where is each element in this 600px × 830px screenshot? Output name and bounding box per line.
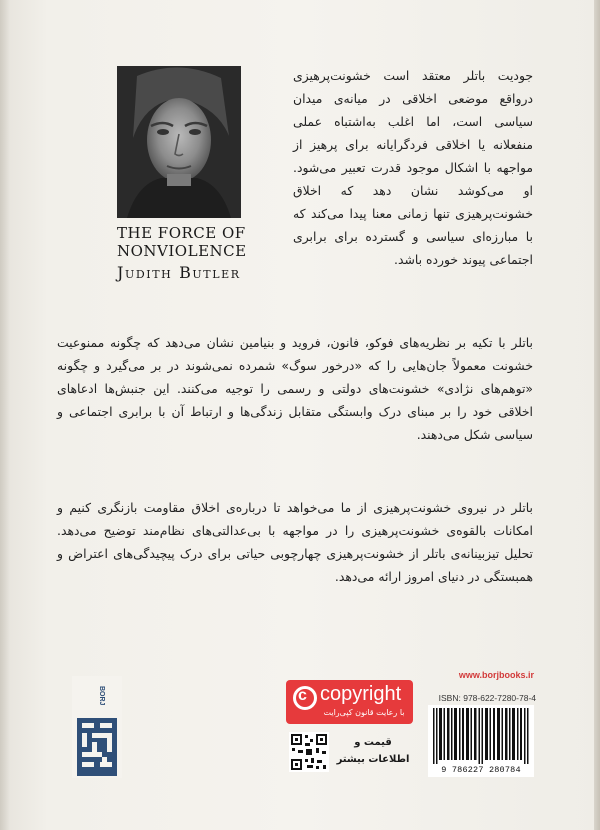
- copyright-subtitle: با رعایت قانون کپی‌رایت: [323, 708, 405, 717]
- price-info: [332, 734, 414, 768]
- spine-shadow: [0, 0, 10, 830]
- qr-code-icon[interactable]: [289, 732, 329, 772]
- copyright-label: copyright: [320, 683, 402, 705]
- description-paragraph-3: باتلر در نیروی خشونت‌پرهیزی از ما می‌خواهد تا درباره‌ی اخلاق مقاومت بازنگری کنیم و امکانات بالقوه‌ی خشونت‌پرهیزی را در مواجهه با بی‌عدالتی‌های نظام‌مند توضیح می‌دهد. تحلیل تیزبینانه‌ی باتلر از خشونت‌پرهیزی چهارچوبی حیاتی برای درک پیچیدگی‌های اعتراض و همبستگی در دنیای امروز ارائه می‌دهد.: [57, 500, 533, 584]
- book-author: Judith Butler: [117, 263, 241, 282]
- book-title-line1: THE FORCE OF: [117, 224, 246, 242]
- book-title-block: [117, 224, 277, 285]
- isbn-barcode-icon: [428, 705, 534, 765]
- description-paragraph-2: باتلر با تکیه بر نظریه‌های فوکو، فانون، فروید و بنیامین نشان می‌دهد که چگونه ممنوعیت خشونت معمولاً جان‌هایی را که «درخور سوگ» شمرده نمی‌شوند در بر می‌گیرد و چگونه «توهم‌های نژادی» خشونت‌های دولتی و رسمی را توجیه می‌کنند. این جنبش‌ها ادعاهای اخلاقی خود را بر مبنای درک وابستگی متقابل زندگی‌ها و ارتباط آن با برابری اجتماعی و سیاسی شکل می‌دهند.: [57, 335, 533, 442]
- isbn-label: ISBN: 978-622-7280-78-4: [438, 693, 536, 703]
- price-info-line1: قیمت و: [354, 737, 392, 748]
- copyright-symbol: c: [298, 687, 307, 704]
- description-paragraph-1: جودیت باتلر معتقد است خشونت‌پرهیزی درواقع موضعی اخلاقی در میانه‌ی میدان سیاسی است، اما اغلب به‌اشتباه عملی منفعلانه یا اخلاقی فردگرایانه برای پرهیز از مواجهه با اشکال موجود قدرت تعبیر می‌شود. او می‌کوشد نشان دهد که اخلاق خشونت‌پرهیزی تنها زمانی معنا پیدا می‌کند که با مبارزه‌ای سیاسی و گسترده برای برابری اجتماعی پیوند خورده باشد.: [293, 68, 533, 267]
- barcode-number: 9 786227 280784: [428, 765, 534, 777]
- price-info-line2: اطلاعات بیشتر: [336, 754, 410, 765]
- publisher-logo-text: BORJ: [98, 686, 105, 706]
- borj-maze-logo-icon: [72, 676, 122, 778]
- copyright-badge: [286, 680, 413, 724]
- cover-edge: [594, 0, 600, 830]
- publisher-website[interactable]: www.borjbooks.ir: [458, 670, 534, 680]
- author-photo: [117, 66, 241, 218]
- book-title-line2: NONVIOLENCE: [117, 242, 247, 260]
